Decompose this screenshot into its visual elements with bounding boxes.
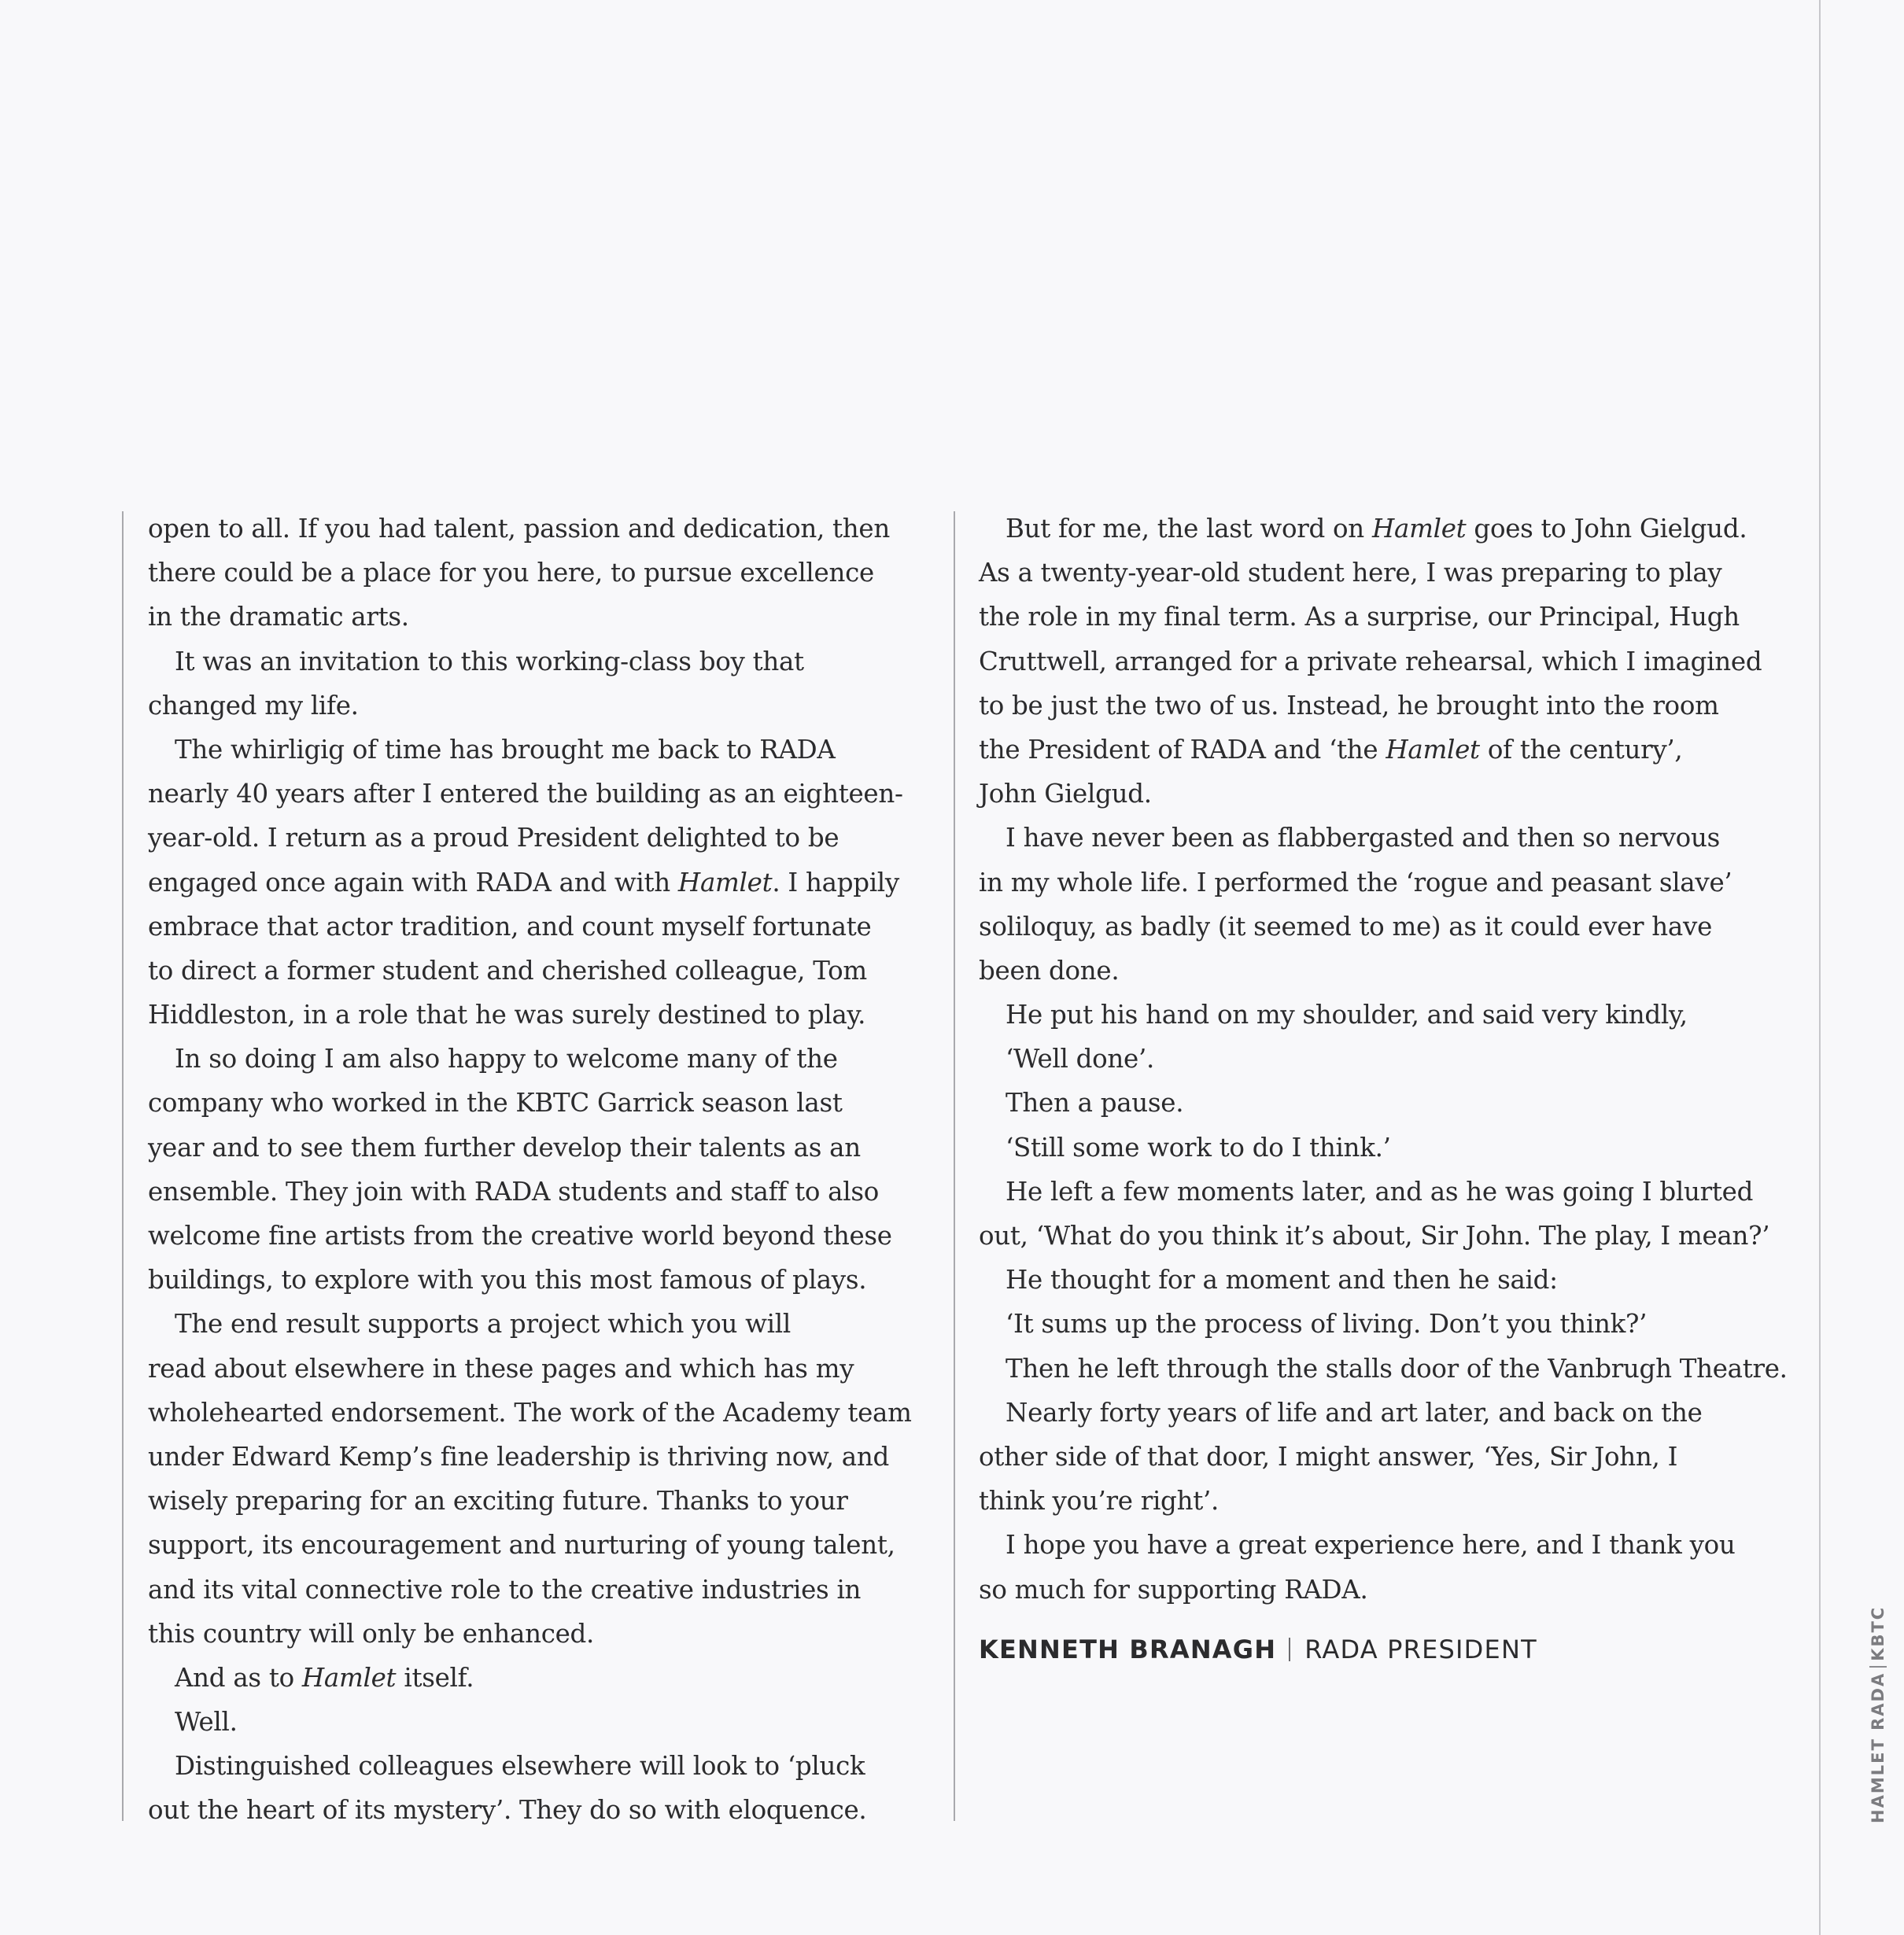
text-line (148, 861, 935, 905)
text-run: embrace that actor tradition, and count myself fortunate (148, 911, 872, 942)
text-run: itself. (396, 1662, 474, 1693)
text-run: out the heart of its mystery’. They do so with eloquence. (148, 1795, 867, 1826)
text-run: changed my life. (148, 690, 359, 721)
text-line (148, 1656, 935, 1700)
text-run: there could be a place for you here, to pursue excellence (148, 558, 874, 588)
text-line (979, 1037, 1773, 1081)
right-column-rule (954, 511, 955, 1821)
text-line (979, 772, 1773, 816)
text-run: And as to (175, 1662, 302, 1693)
text-run: read about elsewhere in these pages and which has my (148, 1353, 854, 1384)
text-run: I have never been as flabbergasted and then so nervous (1006, 823, 1720, 853)
text-run: of the century’, (1479, 734, 1683, 765)
text-line (148, 595, 935, 639)
text-line (148, 1568, 935, 1612)
text-run: I hope you have a great experience here, and I thank you (1006, 1530, 1736, 1561)
text-run: In so doing I am also happy to welcome many of the (175, 1044, 838, 1074)
text-line (148, 1391, 935, 1435)
text-line (979, 1347, 1788, 1391)
text-run: He put his hand on my shoulder, and said very kindly, (1006, 1000, 1688, 1030)
running-footer (1869, 1606, 1887, 1823)
text-line (979, 905, 1773, 949)
folio-brand: KBTC (1869, 1605, 1887, 1661)
text-run: welcome fine artists from the creative world beyond these (148, 1221, 892, 1251)
italic-title: Hamlet (1386, 734, 1480, 765)
text-line (979, 1391, 1773, 1435)
right-text-column (979, 507, 1788, 1671)
text-run: so much for supporting RADA. (979, 1574, 1368, 1605)
text-line (148, 905, 935, 949)
text-run: in the dramatic arts. (148, 602, 409, 632)
byline (979, 1627, 1773, 1671)
text-line (148, 1258, 935, 1302)
text-run: year-old. I return as a proud President delighted to be (148, 823, 839, 853)
text-line (148, 1744, 935, 1788)
text-line (148, 1700, 935, 1744)
text-run: Then he left through the stalls door of the Vanbrugh Theatre. (1006, 1353, 1788, 1384)
text-line (979, 1258, 1773, 1302)
text-run: It was an invitation to this working-class boy that (175, 646, 804, 676)
text-run: and its vital connective role to the creative industries in (148, 1574, 862, 1605)
text-run: in my whole life. I performed the ‘rogue and peasant slave’ (979, 867, 1732, 897)
text-line (148, 1435, 935, 1479)
text-run: As a twenty-year-old student here, I was preparing to play (979, 558, 1722, 588)
text-line (148, 772, 935, 816)
text-run: soliloquy, as badly (it seemed to me) as it could ever have (979, 911, 1713, 942)
italic-title: Hamlet (301, 1662, 397, 1693)
text-run: John Gielgud. (979, 779, 1152, 809)
text-line (148, 816, 935, 860)
text-run: open to all. If you had talent, passion and dedication, then (148, 514, 890, 544)
text-run: engaged once again with RADA and with (148, 867, 678, 897)
text-line (979, 595, 1773, 639)
text-run: company who worked in the KBTC Garrick season last (148, 1088, 843, 1119)
text-line (148, 551, 935, 595)
text-line (979, 949, 1773, 993)
right-column-body (979, 507, 1788, 1612)
text-run: to direct a former student and cherished colleague, Tom (148, 955, 867, 986)
text-line (148, 1170, 935, 1214)
text-run: other side of that door, I might answer, ‘Yes, Sir John, I (979, 1441, 1678, 1472)
text-line (148, 1479, 935, 1523)
text-line (148, 1788, 935, 1832)
text-run: the President of RADA and ‘the (979, 734, 1386, 765)
text-run: out, ‘What do you think it’s about, Sir John. The play, I mean?’ (979, 1221, 1770, 1251)
text-run: Distinguished colleagues elsewhere will look to ‘pluck (175, 1751, 865, 1782)
text-run: He left a few moments later, and as he was going I blurted (1006, 1176, 1754, 1207)
text-line (148, 639, 935, 684)
text-line (148, 993, 935, 1037)
text-run: goes to John Gielgud. (1466, 514, 1747, 544)
text-line (148, 1612, 935, 1656)
text-run: nearly 40 years after I entered the building as an eighteen- (148, 779, 903, 809)
text-line (979, 1214, 1773, 1258)
italic-title: Hamlet (677, 867, 773, 897)
text-line (979, 1479, 1773, 1523)
text-line (148, 1347, 935, 1391)
left-text-column (148, 507, 935, 1833)
text-line (979, 728, 1773, 772)
text-run: to be just the two of us. Instead, he brought into the room (979, 690, 1719, 721)
text-run: . I happily (772, 867, 899, 897)
text-run: think you’re right’. (979, 1486, 1220, 1517)
text-line (148, 1126, 935, 1170)
text-line (979, 816, 1773, 860)
text-line (979, 1170, 1773, 1214)
text-line (979, 507, 1773, 551)
text-line (979, 1081, 1773, 1125)
text-line (148, 728, 935, 772)
byline-divider (1289, 1638, 1290, 1661)
author-name: KENNETH BRANAGH (979, 1634, 1277, 1664)
text-run: year and to see them further develop their talents as an (148, 1132, 861, 1163)
text-run: But for me, the last word on (1006, 514, 1372, 544)
text-run: buildings, to explore with you this most famous of plays. (148, 1265, 867, 1296)
folio-divider (1869, 1666, 1887, 1668)
text-run: this country will only be enhanced. (148, 1618, 595, 1649)
text-line (148, 1081, 935, 1125)
text-line (979, 551, 1773, 595)
page-gutter-edge (1819, 0, 1821, 1935)
author-role: RADA PRESIDENT (1304, 1634, 1537, 1664)
text-run: He thought for a moment and then he said: (1006, 1265, 1558, 1296)
text-line (148, 1523, 935, 1567)
text-run: ensemble. They join with RADA students and staff to also (148, 1176, 879, 1207)
text-run: Hiddleston, in a role that he was surely destined to play. (148, 1000, 866, 1030)
text-line (979, 1126, 1773, 1170)
text-run: support, its encouragement and nurturing of young talent, (148, 1530, 895, 1561)
text-run: been done. (979, 955, 1120, 986)
text-run: wholehearted endorsement. The work of the Academy team (148, 1397, 912, 1428)
text-line (148, 949, 935, 993)
text-run: ‘Still some work to do I think.’ (1006, 1132, 1391, 1163)
text-line (148, 684, 935, 728)
text-line (148, 1302, 935, 1346)
text-line (148, 1037, 935, 1081)
text-line (979, 861, 1773, 905)
text-run: Then a pause. (1006, 1088, 1184, 1119)
left-column-rule (122, 511, 124, 1821)
text-line (979, 1302, 1773, 1346)
text-run: Nearly forty years of life and art later, and back on the (1006, 1397, 1703, 1428)
text-run: ‘It sums up the process of living. Don’t you think?’ (1006, 1309, 1648, 1340)
text-line (979, 1435, 1773, 1479)
text-run: the role in my final term. As a surprise, our Principal, Hugh (979, 602, 1740, 632)
text-run: wisely preparing for an exciting future. Thanks to your (148, 1486, 848, 1517)
text-line (148, 1214, 935, 1258)
text-line (148, 507, 935, 551)
text-line (979, 639, 1773, 684)
folio-section: HAMLET RADA (1869, 1671, 1887, 1823)
text-run: Cruttwell, arranged for a private rehearsal, which I imagined (979, 646, 1762, 676)
text-run: The whirligig of time has brought me back to RADA (175, 734, 836, 765)
text-line (979, 993, 1773, 1037)
text-run: The end result supports a project which you will (175, 1309, 791, 1340)
italic-title: Hamlet (1371, 514, 1467, 544)
text-line (979, 1568, 1773, 1612)
text-line (979, 1523, 1773, 1567)
text-run: Well. (175, 1707, 238, 1738)
text-run: under Edward Kemp’s fine leadership is thriving now, and (148, 1441, 889, 1472)
text-line (979, 684, 1773, 728)
text-run: ‘Well done’. (1006, 1044, 1155, 1074)
